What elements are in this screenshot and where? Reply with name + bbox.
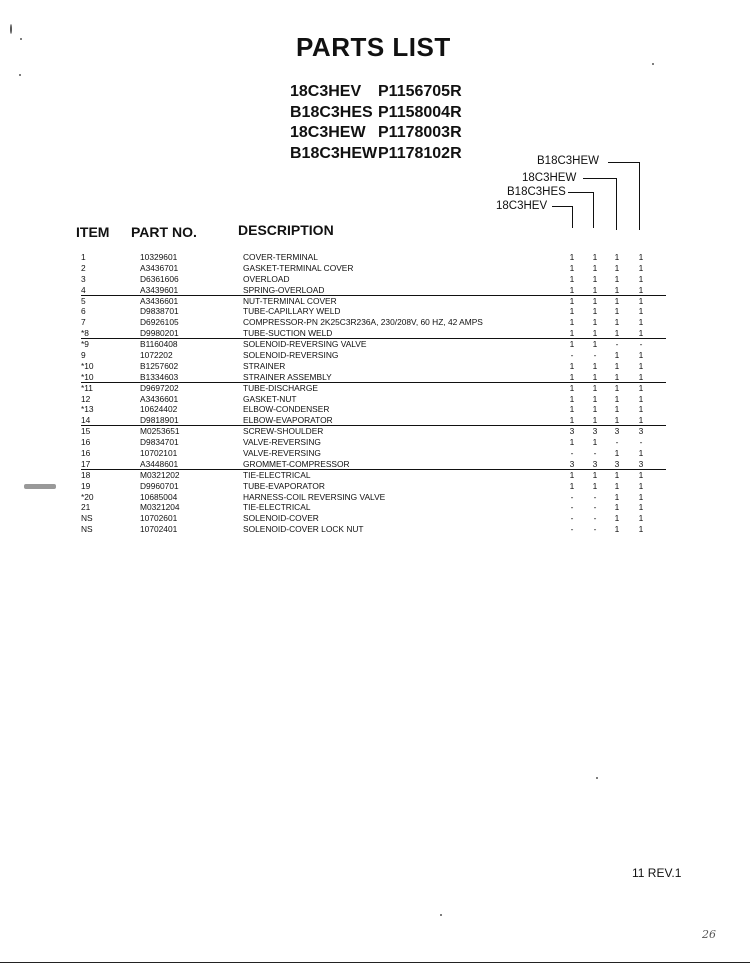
quantity-cell: 1	[592, 284, 598, 295]
quantity-cell: -	[593, 502, 597, 513]
part-number: D9980201	[140, 328, 179, 339]
part-number: 10702401	[140, 524, 178, 535]
quantity-cell: 1	[638, 350, 644, 361]
part-number: 10329601	[140, 252, 178, 262]
table-row	[0, 437, 750, 448]
quantity-cell: 1	[569, 393, 575, 404]
quantity-cell: 3	[638, 458, 644, 469]
quantity-cell: 1	[638, 491, 644, 502]
quantity-cell: 1	[592, 404, 598, 415]
quantity-cell: 1	[638, 382, 644, 393]
table-row	[0, 492, 750, 503]
part-number: D9697202	[140, 382, 179, 393]
part-number: D9834701	[140, 437, 179, 448]
quantity-cell: 3	[614, 426, 620, 437]
quantity-cell: 1	[569, 273, 575, 284]
quantity-cell: -	[615, 339, 619, 350]
quantity-cell: 1	[614, 252, 620, 262]
header-description: DESCRIPTION	[238, 222, 334, 238]
table-row	[0, 317, 750, 328]
quantity-cell: 1	[569, 437, 575, 448]
quantity-cell: 1	[569, 339, 575, 350]
leader-line	[593, 192, 594, 228]
quantity-cell: 1	[638, 295, 644, 306]
quantity-cell: 1	[569, 262, 575, 273]
model-row	[290, 144, 462, 165]
scan-smudge	[24, 484, 56, 489]
quantity-cell: 1	[569, 404, 575, 415]
part-number: A3439601	[140, 284, 179, 295]
quantity-cell: 1	[569, 371, 575, 382]
quantity-cell: 1	[638, 480, 644, 491]
quantity-cell: 1	[569, 252, 575, 262]
leader-line	[639, 162, 640, 230]
quantity-cell: 1	[614, 306, 620, 317]
part-description: SCREW-SHOULDER	[243, 426, 324, 437]
model-code: B18C3HEW	[290, 144, 378, 162]
scan-speck	[19, 74, 21, 76]
quantity-cell: 1	[569, 415, 575, 426]
part-description: VALVE-REVERSING	[243, 437, 321, 448]
quantity-cell: 3	[569, 458, 575, 469]
quantity-cell: -	[570, 350, 574, 361]
part-number: A3448601	[140, 458, 179, 469]
quantity-cell: 1	[592, 393, 598, 404]
item-number: *8	[81, 328, 89, 339]
table-row	[0, 306, 750, 317]
column-header-b18c3hew: B18C3HEW	[537, 155, 599, 167]
part-description: TUBE-DISCHARGE	[243, 382, 318, 393]
quantity-cell: 1	[592, 306, 598, 317]
model-list	[290, 82, 462, 164]
table-row	[0, 524, 750, 535]
item-number: 5	[81, 295, 86, 306]
quantity-cell: 1	[569, 480, 575, 491]
item-number: *9	[81, 339, 89, 350]
part-number: 10702101	[140, 448, 178, 459]
column-header-18c3hev: 18C3HEV	[496, 200, 548, 212]
table-row	[0, 339, 750, 350]
part-description: SOLENOID-COVER	[243, 513, 319, 524]
leader-line	[552, 206, 573, 207]
leader-line	[616, 178, 617, 230]
part-number: 1072202	[140, 350, 173, 361]
quantity-cell: 1	[592, 339, 598, 350]
scan-speck	[440, 914, 442, 916]
item-number: 14	[81, 415, 91, 426]
item-number: 16	[81, 448, 91, 459]
model-row	[290, 82, 462, 103]
item-number: 16	[81, 437, 91, 448]
part-description: TIE-ELECTRICAL	[243, 469, 311, 480]
scan-speck	[20, 38, 22, 40]
page-title: PARTS LIST	[296, 32, 451, 62]
quantity-cell: -	[615, 437, 619, 448]
part-description: STRAINER	[243, 360, 286, 371]
item-number: 3	[81, 273, 86, 284]
item-number: 19	[81, 480, 91, 491]
part-number: M0321204	[140, 502, 180, 513]
quantity-cell: 1	[638, 404, 644, 415]
quantity-cell: 1	[614, 491, 620, 502]
quantity-cell: 1	[592, 252, 598, 262]
part-description: HARNESS-COIL REVERSING VALVE	[243, 491, 386, 502]
page-number: 11 REV.1	[632, 866, 682, 880]
quantity-cell: -	[570, 524, 574, 535]
item-number: *10	[81, 371, 94, 382]
column-header-18c3hew: 18C3HEW	[522, 172, 577, 184]
quantity-cell: 1	[638, 371, 644, 382]
quantity-cell: 1	[614, 524, 620, 535]
quantity-cell: 1	[638, 524, 644, 535]
quantity-cell: 1	[592, 262, 598, 273]
quantity-cell: 1	[614, 328, 620, 339]
parts-table	[0, 252, 750, 535]
item-number: 9	[81, 350, 86, 361]
quantity-cell: 1	[592, 360, 598, 371]
quantity-cell: 3	[638, 426, 644, 437]
model-row	[290, 123, 462, 144]
quantity-cell: -	[639, 339, 643, 350]
part-description: COVER-TERMINAL	[243, 252, 318, 262]
table-row	[0, 481, 750, 492]
quantity-cell: -	[570, 502, 574, 513]
item-number: 6	[81, 306, 86, 317]
quantity-cell: 1	[638, 513, 644, 524]
part-description: GASKET-TERMINAL COVER	[243, 262, 354, 273]
item-number: 12	[81, 393, 91, 404]
part-number: M0253651	[140, 426, 180, 437]
scan-speck	[652, 63, 654, 65]
quantity-cell: 1	[592, 437, 598, 448]
quantity-cell: 3	[614, 458, 620, 469]
item-number: 4	[81, 284, 86, 295]
part-description: STRAINER ASSEMBLY	[243, 371, 332, 382]
table-row	[0, 404, 750, 415]
header-item: ITEM	[76, 224, 110, 240]
quantity-cell: 1	[638, 360, 644, 371]
quantity-cell: 1	[569, 284, 575, 295]
quantity-cell: 1	[614, 513, 620, 524]
part-description: SOLENOID-REVERSING	[243, 350, 339, 361]
quantity-cell: 1	[614, 350, 620, 361]
quantity-cell: 1	[592, 415, 598, 426]
item-number: *11	[81, 382, 93, 393]
quantity-cell: 1	[638, 252, 644, 262]
quantity-cell: -	[570, 491, 574, 502]
part-description: TIE-ELECTRICAL	[243, 502, 311, 513]
scan-speck	[10, 24, 12, 34]
item-number: *13	[81, 404, 94, 415]
bottom-rule	[0, 962, 750, 963]
quantity-cell: 1	[614, 284, 620, 295]
table-row	[0, 383, 750, 394]
quantity-cell: 1	[614, 448, 620, 459]
item-number: NS	[81, 513, 93, 524]
quantity-cell: 1	[638, 306, 644, 317]
part-number: D9818901	[140, 415, 179, 426]
quantity-cell: 1	[614, 393, 620, 404]
part-number: B1334603	[140, 371, 179, 382]
part-number: B1160408	[140, 339, 178, 350]
quantity-cell: 1	[592, 371, 598, 382]
part-number: D6361606	[140, 273, 179, 284]
part-number: 10685004	[140, 491, 178, 502]
leader-line	[583, 178, 617, 179]
quantity-cell: 1	[614, 502, 620, 513]
quantity-cell: -	[639, 437, 643, 448]
part-description: SOLENOID-REVERSING VALVE	[243, 339, 367, 350]
quantity-cell: -	[570, 448, 574, 459]
quantity-cell: 3	[592, 426, 598, 437]
quantity-cell: 1	[638, 317, 644, 328]
quantity-cell: 1	[592, 295, 598, 306]
quantity-cell: 1	[638, 448, 644, 459]
table-row	[0, 350, 750, 361]
quantity-cell: 1	[614, 382, 620, 393]
part-number: A3436601	[140, 295, 179, 306]
quantity-cell: 1	[638, 415, 644, 426]
quantity-cell: 1	[569, 295, 575, 306]
quantity-cell: -	[593, 524, 597, 535]
part-number: B1257602	[140, 360, 179, 371]
quantity-cell: 1	[592, 317, 598, 328]
part-description: SPRING-OVERLOAD	[243, 284, 325, 295]
table-row	[0, 252, 750, 263]
part-number: 10702601	[140, 513, 178, 524]
part-description: SOLENOID-COVER LOCK NUT	[243, 524, 364, 535]
item-number: 21	[81, 502, 91, 513]
quantity-cell: -	[593, 448, 597, 459]
quantity-cell: 1	[638, 502, 644, 513]
header-part-no: PART NO.	[131, 224, 197, 240]
quantity-cell: 1	[614, 273, 620, 284]
table-row	[0, 448, 750, 459]
item-number: NS	[81, 524, 93, 535]
table-row	[0, 394, 750, 405]
part-description: COMPRESSOR-PN 2K25C3R236A, 230/208V, 60 HZ, 42 AMPS	[243, 317, 483, 328]
handwritten-page-mark: 26	[702, 928, 716, 941]
item-number: 17	[81, 458, 91, 469]
column-header-b18c3hes: B18C3HES	[507, 186, 566, 198]
part-number: D9960701	[140, 480, 179, 491]
part-description: NUT-TERMINAL COVER	[243, 295, 337, 306]
part-description: TUBE-EVAPORATOR	[243, 480, 325, 491]
table-row	[0, 263, 750, 274]
model-part-number: P1156705R	[378, 83, 462, 100]
scan-speck	[596, 777, 598, 779]
part-description: ELBOW-CONDENSER	[243, 404, 330, 415]
quantity-cell: -	[593, 491, 597, 502]
model-part-number: P1158004R	[378, 103, 462, 121]
table-row	[0, 426, 750, 437]
quantity-cell: 1	[638, 262, 644, 273]
table-row	[0, 513, 750, 524]
quantity-cell: 1	[614, 404, 620, 415]
quantity-cell: 1	[638, 284, 644, 295]
item-number: 1	[81, 252, 86, 262]
item-number: 2	[81, 262, 86, 273]
quantity-cell: 1	[569, 382, 575, 393]
quantity-cell: 1	[638, 469, 644, 480]
quantity-cell: 1	[592, 382, 598, 393]
quantity-cell: 3	[592, 458, 598, 469]
part-number: A3436701	[140, 262, 179, 273]
model-row	[290, 103, 462, 124]
quantity-cell: 1	[569, 360, 575, 371]
quantity-cell: 1	[569, 328, 575, 339]
part-description: TUBE-SUCTION WELD	[243, 328, 333, 339]
quantity-cell: 1	[638, 393, 644, 404]
quantity-cell: 1	[614, 415, 620, 426]
quantity-cell: 1	[614, 469, 620, 480]
model-part-number: P1178003R	[378, 124, 462, 141]
quantity-cell: 1	[592, 480, 598, 491]
quantity-cell: 1	[569, 306, 575, 317]
quantity-cell: -	[570, 513, 574, 524]
part-number: M0321202	[140, 469, 180, 480]
part-description: ELBOW-EVAPORATOR	[243, 415, 333, 426]
part-number: D9838701	[140, 306, 179, 317]
part-number: D6926105	[140, 317, 179, 328]
quantity-cell: 1	[638, 273, 644, 284]
part-description: GASKET-NUT	[243, 393, 297, 404]
table-row	[0, 296, 750, 307]
part-number: A3436601	[140, 393, 179, 404]
part-description: TUBE-CAPILLARY WELD	[243, 306, 341, 317]
part-description: GROMMET-COMPRESSOR	[243, 458, 350, 469]
leader-line	[568, 192, 594, 193]
quantity-cell: 1	[592, 328, 598, 339]
quantity-cell: 1	[592, 273, 598, 284]
leader-line	[608, 162, 640, 163]
quantity-cell: 1	[614, 371, 620, 382]
table-row	[0, 470, 750, 481]
part-description: VALVE-REVERSING	[243, 448, 321, 459]
quantity-cell: 1	[614, 317, 620, 328]
item-number: 7	[81, 317, 86, 328]
item-number: 18	[81, 469, 91, 480]
table-row	[0, 361, 750, 372]
leader-line	[572, 206, 573, 228]
quantity-cell: 1	[614, 360, 620, 371]
table-row	[0, 274, 750, 285]
quantity-cell: 1	[614, 262, 620, 273]
quantity-cell: 1	[638, 328, 644, 339]
quantity-cell: 1	[614, 295, 620, 306]
quantity-cell: -	[593, 513, 597, 524]
model-code: 18C3HEW	[290, 124, 366, 141]
item-number: 15	[81, 426, 91, 437]
quantity-cell: 1	[592, 469, 598, 480]
quantity-cell: -	[593, 350, 597, 361]
item-number: *20	[81, 491, 94, 502]
quantity-cell: 1	[569, 469, 575, 480]
model-part-number: P1178102R	[378, 144, 462, 162]
part-number: 10624402	[140, 404, 178, 415]
item-number: *10	[81, 360, 94, 371]
table-row	[0, 502, 750, 513]
quantity-cell: 1	[614, 480, 620, 491]
quantity-cell: 3	[569, 426, 575, 437]
model-code: B18C3HES	[290, 103, 373, 121]
quantity-cell: 1	[569, 317, 575, 328]
model-code: 18C3HEV	[290, 83, 362, 100]
part-description: OVERLOAD	[243, 273, 290, 284]
